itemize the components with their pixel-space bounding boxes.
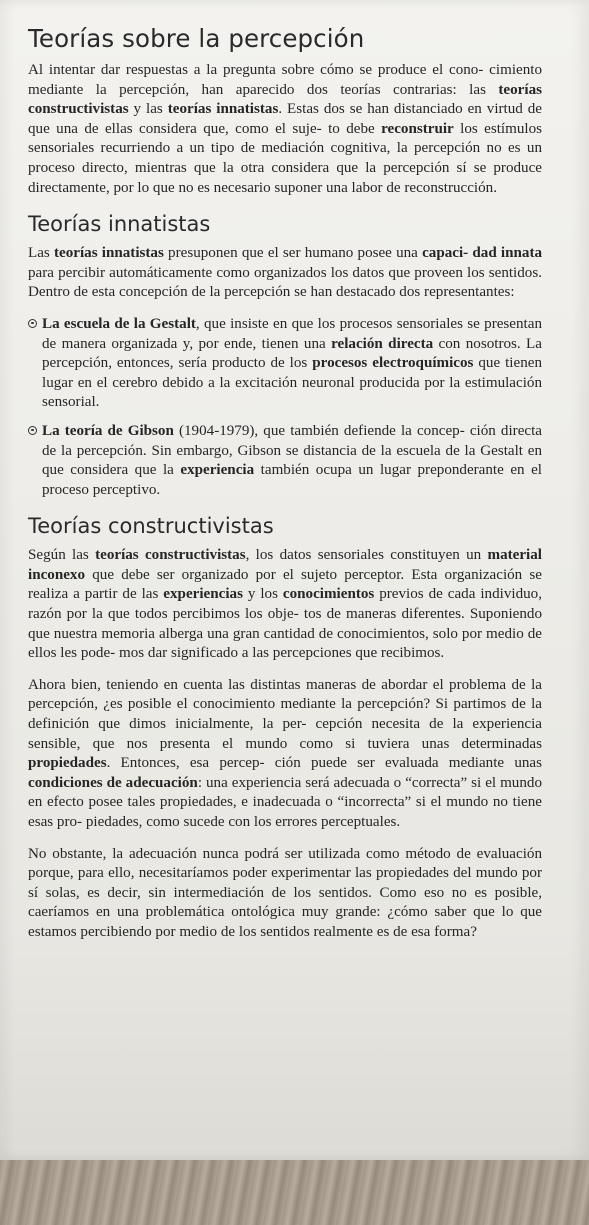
section-heading-innatistas: Teorías innatistas xyxy=(28,212,211,237)
bold-term: experiencia xyxy=(180,462,255,479)
innatistas-bullet-list xyxy=(28,315,542,500)
constructivistas-paragraph-3: No obstante, la adecuación nunca podrá ser utilizada como método de evaluación porque, para ello, necesitaríamos poder experimentar las propiedades del mundo por sí solas, es decir, sin intermediación de los sentidos. Como eso no es posible, caeríamos en una problemática ontológica muy grande: ¿cómo saber que lo que estamos percibiendo por medio de los sentidos realmente es de esa forma? xyxy=(28,845,542,940)
bold-term: teorías constructivistas xyxy=(28,81,542,118)
bold-term: material inconexo xyxy=(28,547,542,583)
page-title: Teorías sobre la percepción xyxy=(28,24,365,53)
constructivistas-paragraph-2: Ahora bien, teniendo en cuenta las distintas maneras de abordar el problema de la percepción, ¿es posible el conocimiento mediante la percepción? Si partimos de la definición que dimos inicialmente, la per- cepción necesita de la experiencia sensible, que nos presenta el mundo como si tuviera unas determinadas propiedades. Entonces, esa percep- ción puede ser evaluada mediante unas condiciones de adecuación: una experiencia será adecuada o “correcta” si el mundo en efecto posee tales propiedades, e inadecuada o “incorrecta” si el mundo no tiene esas pro- piedades, como sucede con los errores perceptuales. xyxy=(28,676,542,830)
page-content xyxy=(28,24,542,955)
bold-term: capaci- dad innata xyxy=(422,245,543,262)
bold-term: relación directa xyxy=(331,335,434,352)
constructivistas-paragraph-1: Según las teorías constructivistas, los datos sensoriales constituyen un material inconexo que debe ser organizado por el sujeto perceptor. Esta organización se realiza a partir de las experiencias y los conocimientos previos de cada individuo, razón por la que todos percibimos los obje- tos de maneras diferentes. Suponiendo que nuestra memoria alberga una gran cantidad de conocimientos, solo por medio de ellos les pode- mos dar significado a las percepciones que recibimos. xyxy=(28,547,542,662)
circle-bullet-icon xyxy=(28,319,37,328)
bullet-item-gibson xyxy=(28,422,542,500)
bold-term: procesos electroquímicos xyxy=(312,355,474,372)
bullet-text-gibson: La teoría de Gibson (1904-1979), que también defiende la concep- ción directa de la percepción. Sin embargo, Gibson se distancia de la escuela de la Gestalt en que considera que la experiencia también ocupa un lugar preponderante en el proceso perceptivo. xyxy=(42,422,542,498)
bold-term: teorías innatistas xyxy=(54,245,164,262)
bold-term: experiencias xyxy=(163,586,243,603)
bold-term: reconstruir xyxy=(381,120,454,137)
innatistas-paragraph: Las teorías innatistas presuponen que el ser humano posee una capaci- dad innata para percibir automáticamente como organizados los datos que proveen los sentidos. Dentro de esta concepción de la percepción se han destacado dos representantes: xyxy=(28,245,543,301)
background-floor xyxy=(0,1160,589,1225)
bullet-item-gestalt xyxy=(28,315,542,413)
bold-term: teorías constructivistas xyxy=(95,547,246,564)
bold-term: La escuela de la Gestalt xyxy=(42,315,196,332)
bold-term: propiedades xyxy=(28,755,107,772)
intro-paragraph: Al intentar dar respuestas a la pregunta sobre cómo se produce el cono- cimiento mediante la percepción, han aparecido dos teorías contrarias: las teorías constructivistas y las teorías innatistas. Estas dos se han distanciado en virtud de que una de ellas considera que, como el suje- to debe reconstruir los estímulos sensoriales recurriendo a un tipo de mediación cognitiva, la percepción no es un proceso directo, mientras que la otra considera que la percepción sí se produce directamente, por lo que no es necesario suponer una labor de reconstrucción. xyxy=(28,62,542,196)
bold-term: conocimientos xyxy=(282,586,375,603)
bold-term: teorías innatistas xyxy=(167,101,279,118)
bullet-text-gestalt: La escuela de la Gestalt, que insiste en que los procesos sensoriales se presentan de manera organizada y, por ende, tienen una relación directa con nosotros. La percepción, entonces, sería producto de los procesos electroquímicos que tienen lugar en el cerebro debido a la excitación neuronal producida por la estimulación sensorial. xyxy=(42,315,542,411)
bold-term: condiciones de adecuación xyxy=(28,774,198,791)
circle-bullet-icon xyxy=(28,426,37,435)
section-heading-constructivistas: Teorías constructivistas xyxy=(28,514,274,539)
bold-term: La teoría de Gibson xyxy=(42,422,174,439)
